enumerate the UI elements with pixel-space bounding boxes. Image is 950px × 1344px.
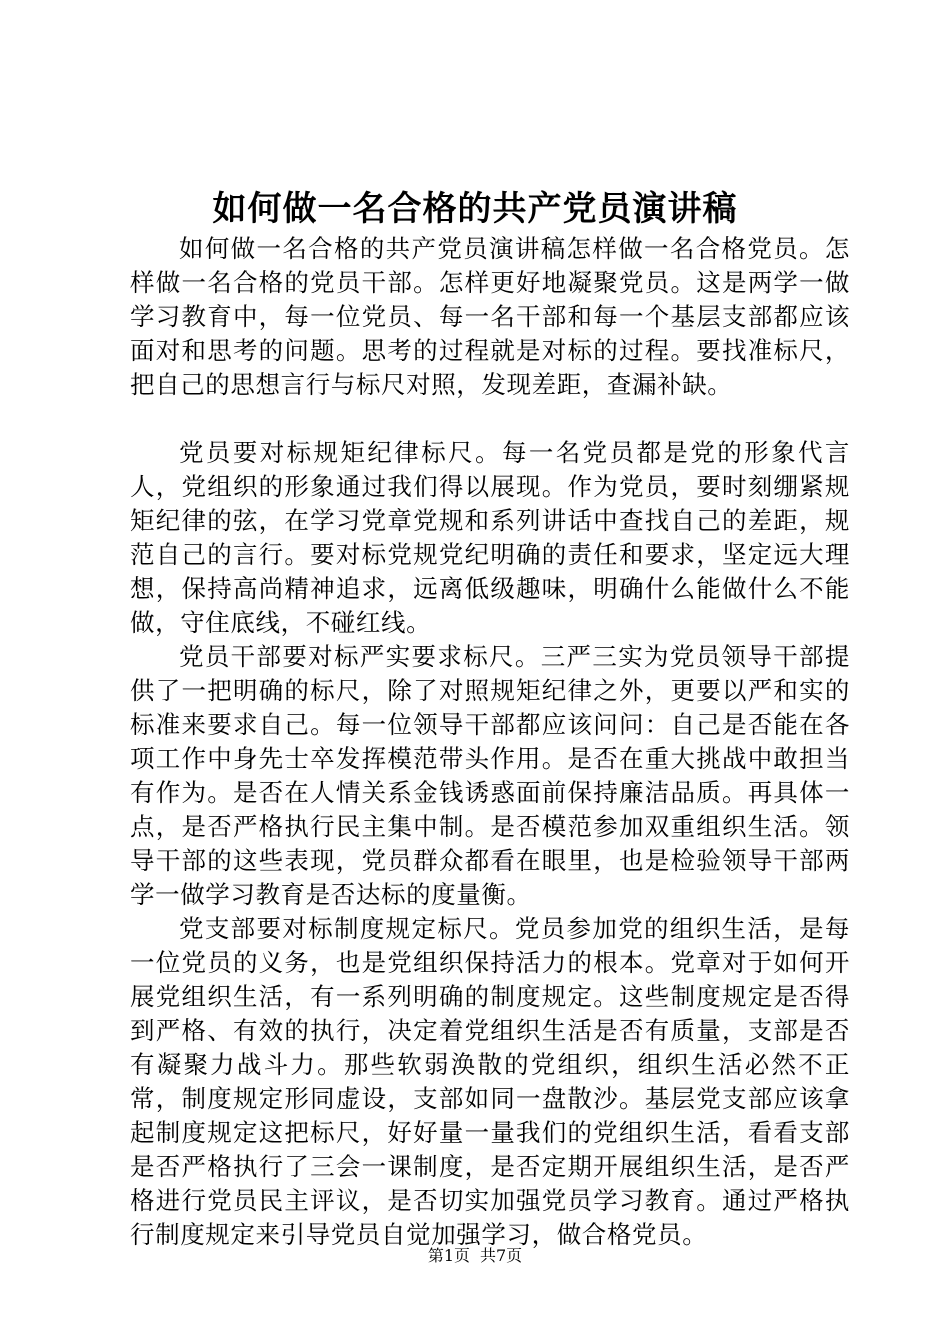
page-footer: [0, 1246, 950, 1266]
paragraph-cadre: 党员干部要对标严实要求标尺。三严三实为党员领导干部提供了一把明确的标尺，除了对照规矩纪律之外，更要以严和实的标准来要求自己。每一位领导干部都应该问问：自己是否能在各项工作中身先士卒发挥模范带头作用。是否在重大挑战中敢担当有作为。是否在人情关系金钱诱惑面前保持廉洁品质。再具体一点，是否严格执行民主集中制。是否模范参加双重组织生活。领导干部的这些表现，党员群众都看在眼里，也是检验领导干部两学一做学习教育是否达标的度量衡。: [130, 642, 850, 909]
document-body: [130, 232, 850, 1252]
page-number-current: 第1页: [427, 1246, 470, 1265]
paragraph-intro: 如何做一名合格的共产党员演讲稿怎样做一名合格党员。怎样做一名合格的党员干部。怎样更好地凝聚党员。这是两学一做学习教育中，每一位党员、每一名干部和每一个基层支部都应该面对和思考的问题。思考的过程就是对标的过程。要找准标尺，把自己的思想言行与标尺对照，发现差距，查漏补缺。: [130, 234, 850, 399]
page-number-total: 共7页: [480, 1246, 523, 1265]
paragraph-branch: 党支部要对标制度规定标尺。党员参加党的组织生活，是每一位党员的义务，也是党组织保持活力的根本。党章对于如何开展党组织生活，有一系列明确的制度规定。这些制度规定是否得到严格、有效的执行，决定着党组织生活是否有质量，支部是否有凝聚力战斗力。那些软弱涣散的党组织，组织生活必然不正常，制度规定形同虚设，支部如同一盘散沙。基层党支部应该拿起制度规定这把标尺，好好量一量我们的党组织生活，看看支部是否严格执行了三会一课制度，是否定期开展组织生活，是否严格进行党员民主评议，是否切实加强党员学习教育。通过严格执行制度规定来引导党员自觉加强学习，做合格党员。: [130, 914, 850, 1249]
document-title: 如何做一名合格的共产党员演讲稿: [212, 189, 738, 229]
paragraph-discipline: 党员要对标规矩纪律标尺。每一名党员都是党的形象代言人，党组织的形象通过我们得以展现。作为党员，要时刻绷紧规矩纪律的弦，在学习党章党规和系列讲话中查找自己的差距，规范自己的言行。要对标党规党纪明确的责任和要求，坚定远大理想，保持高尚精神追求，远离低级趣味，明确什么能做什么不能做，守住底线，不碰红线。: [130, 438, 850, 637]
